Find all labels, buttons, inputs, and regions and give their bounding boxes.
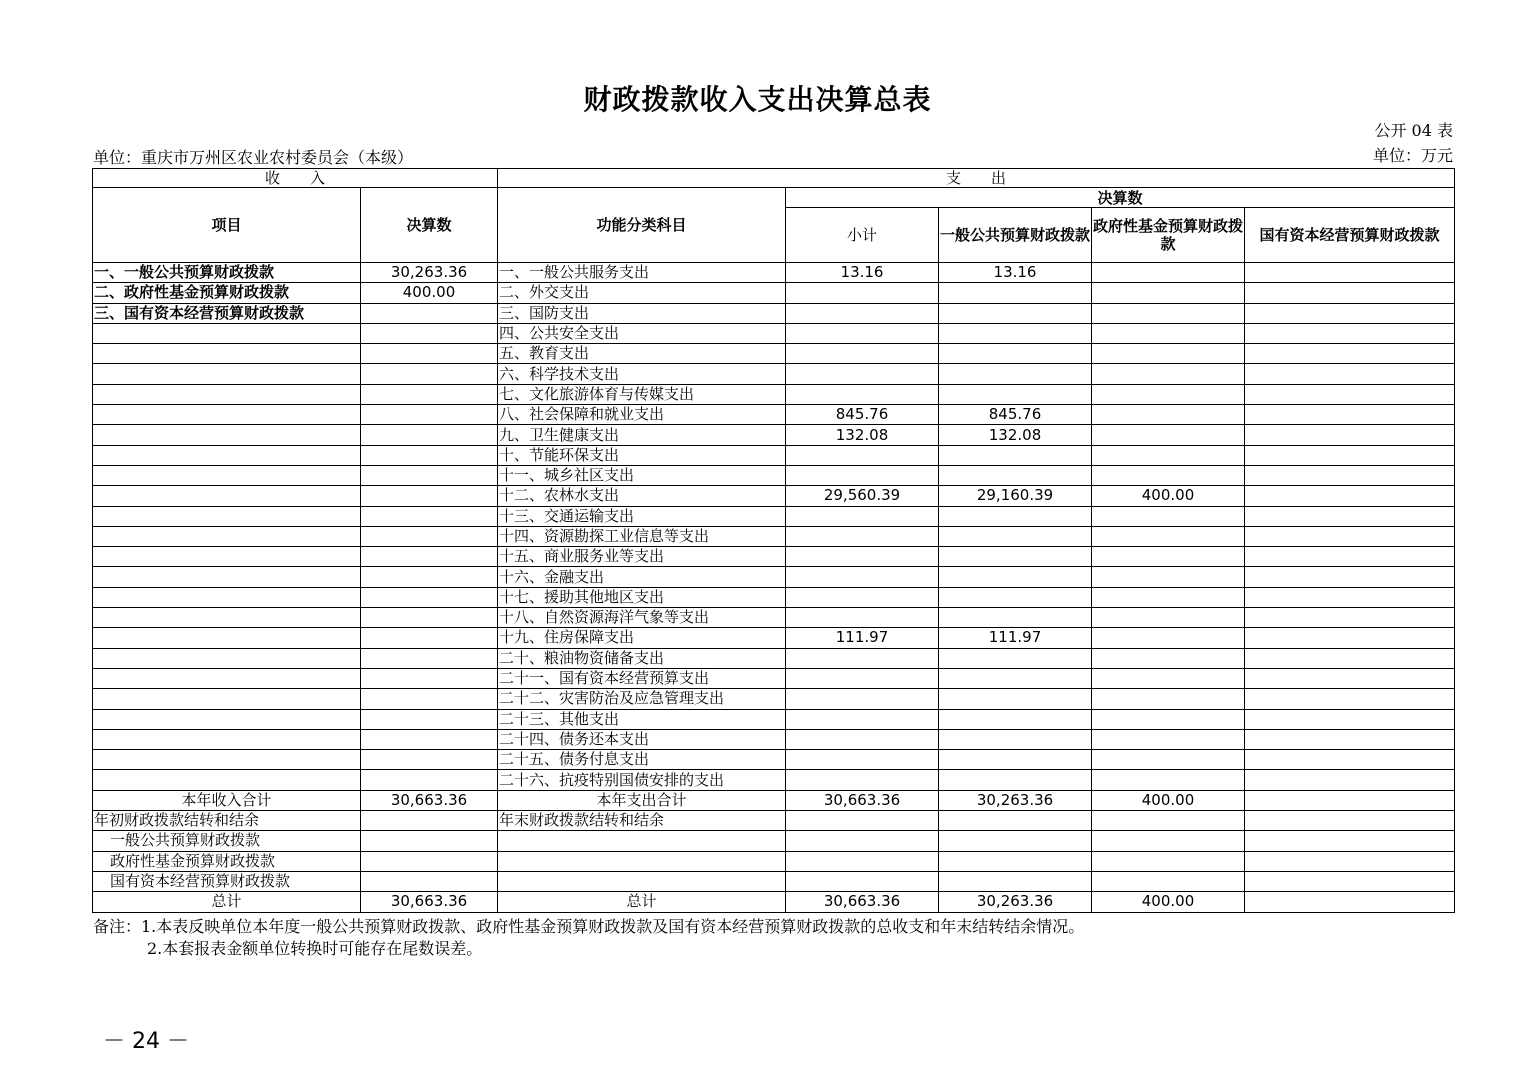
expense-fund [1092, 689, 1245, 709]
expense-fund [1092, 425, 1245, 445]
income-amount [361, 425, 498, 445]
table-row [93, 547, 1455, 567]
note-line-2: 2.本套报表金额单位转换时可能存在尾数误差。 [147, 939, 483, 958]
expense-subtotal [786, 709, 939, 729]
year-expense-label: 本年支出合计 [498, 790, 786, 810]
expense-category: 六、科学技术支出 [498, 364, 786, 384]
income-item [93, 709, 361, 729]
col-category: 功能分类科目 [498, 188, 786, 263]
expense-general: 845.76 [939, 405, 1092, 425]
expense-general [939, 587, 1092, 607]
table-row [93, 729, 1455, 749]
income-item [93, 405, 361, 425]
expense-category: 一、一般公共服务支出 [498, 263, 786, 283]
expense-fund [1092, 263, 1245, 283]
col-fund: 政府性基金预算财政拨款 [1092, 208, 1245, 263]
expense-subtotal [786, 750, 939, 770]
expense-general [939, 344, 1092, 364]
table-row [93, 506, 1455, 526]
income-amount [361, 465, 498, 485]
expense-fund [1092, 364, 1245, 384]
expense-state [1245, 750, 1455, 770]
carry-item-label: 政府性基金预算财政拨款 [93, 851, 361, 871]
expense-fund [1092, 648, 1245, 668]
table-row [93, 344, 1455, 364]
grand-subtotal: 30,663.36 [786, 892, 939, 912]
table-row [93, 668, 1455, 688]
expense-general [939, 648, 1092, 668]
expense-state [1245, 283, 1455, 303]
table-row [93, 405, 1455, 425]
table-row [93, 750, 1455, 770]
expense-general [939, 303, 1092, 323]
expense-subtotal [786, 303, 939, 323]
income-amount [361, 770, 498, 790]
income-amount [361, 506, 498, 526]
expense-fund [1092, 344, 1245, 364]
table-row [93, 323, 1455, 343]
expense-subtotal [786, 648, 939, 668]
table-row [93, 384, 1455, 404]
expense-fund [1092, 709, 1245, 729]
income-item [93, 567, 361, 587]
expense-category: 四、公共安全支出 [498, 323, 786, 343]
expense-fund [1092, 445, 1245, 465]
income-amount [361, 648, 498, 668]
income-item [93, 465, 361, 485]
year-income-amount: 30,663.36 [361, 790, 498, 810]
income-amount [361, 344, 498, 364]
page-number: － 24 － [103, 1029, 189, 1054]
income-amount [361, 526, 498, 546]
col-state: 国有资本经营预算财政拨款 [1245, 208, 1455, 263]
income-amount [361, 709, 498, 729]
expense-fund [1092, 567, 1245, 587]
expense-state [1245, 445, 1455, 465]
income-amount [361, 405, 498, 425]
col-settlement: 决算数 [786, 188, 1455, 208]
expense-general [939, 364, 1092, 384]
expense-general [939, 608, 1092, 628]
year-income-label: 本年收入合计 [93, 790, 361, 810]
table-body [93, 263, 1455, 791]
expense-state [1245, 526, 1455, 546]
expense-category: 七、文化旅游体育与传媒支出 [498, 384, 786, 404]
expense-subtotal [786, 547, 939, 567]
expense-fund [1092, 384, 1245, 404]
income-item [93, 547, 361, 567]
table-row [93, 303, 1455, 323]
income-amount [361, 668, 498, 688]
expense-state [1245, 364, 1455, 384]
expense-general [939, 465, 1092, 485]
expense-subtotal [786, 608, 939, 628]
expense-category: 二十五、债务付息支出 [498, 750, 786, 770]
form-number: 公开 04 表 [1374, 121, 1453, 140]
expense-category: 二十四、债务还本支出 [498, 729, 786, 749]
carry-item-label: 一般公共预算财政拨款 [93, 831, 361, 851]
expense-general [939, 709, 1092, 729]
table-row [93, 425, 1455, 445]
income-item [93, 628, 361, 648]
carry-item-row [93, 851, 1455, 871]
table-row [93, 709, 1455, 729]
grand-state [1245, 892, 1455, 912]
expense-category: 十八、自然资源海洋气象等支出 [498, 608, 786, 628]
expense-fund [1092, 668, 1245, 688]
expense-subtotal: 845.76 [786, 405, 939, 425]
expense-subtotal: 29,560.39 [786, 486, 939, 506]
income-item [93, 344, 361, 364]
expense-category: 十九、住房保障支出 [498, 628, 786, 648]
col-amount: 决算数 [361, 188, 498, 263]
expense-state [1245, 770, 1455, 790]
carry-item-row [93, 871, 1455, 891]
table-row [93, 587, 1455, 607]
expense-state [1245, 506, 1455, 526]
expense-fund [1092, 628, 1245, 648]
income-item [93, 526, 361, 546]
expense-category: 五、教育支出 [498, 344, 786, 364]
expense-state [1245, 303, 1455, 323]
expense-state [1245, 547, 1455, 567]
expense-state [1245, 648, 1455, 668]
table-row [93, 263, 1455, 283]
expense-category: 九、卫生健康支出 [498, 425, 786, 445]
year-general: 30,263.36 [939, 790, 1092, 810]
income-item [93, 425, 361, 445]
expense-subtotal [786, 567, 939, 587]
income-amount [361, 384, 498, 404]
expense-state [1245, 608, 1455, 628]
expense-general [939, 750, 1092, 770]
expense-fund [1092, 283, 1245, 303]
income-amount [361, 628, 498, 648]
expense-fund [1092, 526, 1245, 546]
grand-general: 30,263.36 [939, 892, 1092, 912]
expense-state [1245, 425, 1455, 445]
expense-general: 13.16 [939, 263, 1092, 283]
expense-header: 支 出 [498, 169, 1455, 188]
expense-fund [1092, 750, 1245, 770]
expense-category: 八、社会保障和就业支出 [498, 405, 786, 425]
table-row [93, 689, 1455, 709]
expense-state [1245, 344, 1455, 364]
expense-general [939, 283, 1092, 303]
table-row [93, 283, 1455, 303]
expense-category: 十四、资源勘探工业信息等支出 [498, 526, 786, 546]
year-subtotal: 30,663.36 [786, 790, 939, 810]
income-amount [361, 567, 498, 587]
expense-state [1245, 689, 1455, 709]
expense-subtotal [786, 770, 939, 790]
income-amount [361, 547, 498, 567]
expense-fund [1092, 770, 1245, 790]
note-line-1: 备注：1.本表反映单位本年度一般公共预算财政拨款、政府性基金预算财政拨款及国有资本经营预算财政拨款的总收支和年末结转结余情况。 [93, 917, 1085, 936]
grand-income-label: 总计 [93, 892, 361, 912]
expense-general [939, 547, 1092, 567]
expense-category: 十七、援助其他地区支出 [498, 587, 786, 607]
expense-state [1245, 729, 1455, 749]
income-amount [361, 689, 498, 709]
expense-state [1245, 263, 1455, 283]
table-row [93, 628, 1455, 648]
expense-subtotal [786, 384, 939, 404]
expense-fund [1092, 608, 1245, 628]
appropriation-table [92, 168, 1455, 913]
income-item [93, 668, 361, 688]
table-row [93, 486, 1455, 506]
expense-category: 十六、金融支出 [498, 567, 786, 587]
expense-state [1245, 567, 1455, 587]
income-amount [361, 303, 498, 323]
expense-general [939, 729, 1092, 749]
expense-subtotal [786, 283, 939, 303]
income-item: 一、一般公共预算财政拨款 [93, 263, 361, 283]
col-subtotal: 小计 [786, 208, 939, 263]
income-item [93, 506, 361, 526]
income-amount [361, 364, 498, 384]
income-item [93, 608, 361, 628]
income-item [93, 486, 361, 506]
table-row [93, 364, 1455, 384]
income-amount: 30,263.36 [361, 263, 498, 283]
income-item [93, 384, 361, 404]
expense-subtotal: 132.08 [786, 425, 939, 445]
income-item [93, 750, 361, 770]
income-amount [361, 608, 498, 628]
grand-expense-label: 总计 [498, 892, 786, 912]
grand-total-row [93, 892, 1455, 912]
expense-category: 十一、城乡社区支出 [498, 465, 786, 485]
expense-category: 二十二、灾害防治及应急管理支出 [498, 689, 786, 709]
table-row [93, 465, 1455, 485]
expense-category: 二、外交支出 [498, 283, 786, 303]
expense-category: 十、节能环保支出 [498, 445, 786, 465]
expense-subtotal [786, 364, 939, 384]
page-title: 财政拨款收入支出决算总表 [583, 83, 932, 116]
table-row [93, 608, 1455, 628]
table-row [93, 567, 1455, 587]
income-item [93, 587, 361, 607]
expense-fund [1092, 323, 1245, 343]
income-item: 二、政府性基金预算财政拨款 [93, 283, 361, 303]
expense-state [1245, 486, 1455, 506]
expense-subtotal [786, 587, 939, 607]
carry-expense-label: 年末财政拨款结转和结余 [498, 811, 786, 831]
expense-subtotal [786, 465, 939, 485]
expense-state [1245, 465, 1455, 485]
income-item [93, 323, 361, 343]
grand-fund: 400.00 [1092, 892, 1245, 912]
income-item [93, 689, 361, 709]
expense-category: 十二、农林水支出 [498, 486, 786, 506]
expense-general [939, 506, 1092, 526]
expense-general [939, 526, 1092, 546]
table-row [93, 648, 1455, 668]
income-amount [361, 323, 498, 343]
expense-state [1245, 587, 1455, 607]
expense-fund [1092, 587, 1245, 607]
table-row [93, 526, 1455, 546]
expense-subtotal [786, 323, 939, 343]
expense-general [939, 668, 1092, 688]
expense-subtotal [786, 668, 939, 688]
expense-fund [1092, 729, 1245, 749]
income-item [93, 729, 361, 749]
expense-fund [1092, 303, 1245, 323]
table-row [93, 770, 1455, 790]
expense-general: 29,160.39 [939, 486, 1092, 506]
income-amount [361, 750, 498, 770]
carry-income-label: 年初财政拨款结转和结余 [93, 811, 361, 831]
expense-category: 十三、交通运输支出 [498, 506, 786, 526]
expense-category: 三、国防支出 [498, 303, 786, 323]
expense-category: 二十、粮油物资储备支出 [498, 648, 786, 668]
year-fund: 400.00 [1092, 790, 1245, 810]
income-amount: 400.00 [361, 283, 498, 303]
expense-fund [1092, 547, 1245, 567]
income-amount [361, 729, 498, 749]
income-item: 三、国有资本经营预算财政拨款 [93, 303, 361, 323]
col-general: 一般公共预算财政拨款 [939, 208, 1092, 263]
expense-general: 111.97 [939, 628, 1092, 648]
expense-subtotal [786, 344, 939, 364]
unit-currency: 单位：万元 [1372, 146, 1453, 165]
expense-category: 二十三、其他支出 [498, 709, 786, 729]
income-amount [361, 587, 498, 607]
expense-subtotal [786, 526, 939, 546]
expense-subtotal [786, 506, 939, 526]
carry-item-row [93, 831, 1455, 851]
col-item: 项目 [93, 188, 361, 263]
expense-general: 132.08 [939, 425, 1092, 445]
expense-category: 二十六、抗疫特别国债安排的支出 [498, 770, 786, 790]
expense-state [1245, 323, 1455, 343]
carry-item-label: 国有资本经营预算财政拨款 [93, 871, 361, 891]
expense-category: 二十一、国有资本经营预算支出 [498, 668, 786, 688]
expense-fund [1092, 405, 1245, 425]
notes [93, 916, 1084, 960]
expense-subtotal [786, 689, 939, 709]
expense-general [939, 567, 1092, 587]
income-amount [361, 445, 498, 465]
expense-fund [1092, 506, 1245, 526]
income-amount [361, 486, 498, 506]
expense-state [1245, 384, 1455, 404]
expense-subtotal: 13.16 [786, 263, 939, 283]
income-header: 收 入 [93, 169, 498, 188]
expense-subtotal: 111.97 [786, 628, 939, 648]
expense-general [939, 323, 1092, 343]
year-state [1245, 790, 1455, 810]
expense-subtotal [786, 445, 939, 465]
unit-organization: 单位：重庆市万州区农业农村委员会（本级） [93, 148, 414, 167]
expense-fund [1092, 465, 1245, 485]
income-item [93, 770, 361, 790]
expense-general [939, 689, 1092, 709]
table-row [93, 445, 1455, 465]
expense-category: 十五、商业服务业等支出 [498, 547, 786, 567]
grand-income-amount: 30,663.36 [361, 892, 498, 912]
income-item [93, 364, 361, 384]
carry-row [93, 811, 1455, 831]
expense-state [1245, 709, 1455, 729]
expense-state [1245, 668, 1455, 688]
year-total-row [93, 790, 1455, 810]
income-item [93, 648, 361, 668]
expense-general [939, 770, 1092, 790]
expense-general [939, 445, 1092, 465]
expense-state [1245, 405, 1455, 425]
expense-fund: 400.00 [1092, 486, 1245, 506]
income-item [93, 445, 361, 465]
expense-state [1245, 628, 1455, 648]
expense-general [939, 384, 1092, 404]
expense-subtotal [786, 729, 939, 749]
